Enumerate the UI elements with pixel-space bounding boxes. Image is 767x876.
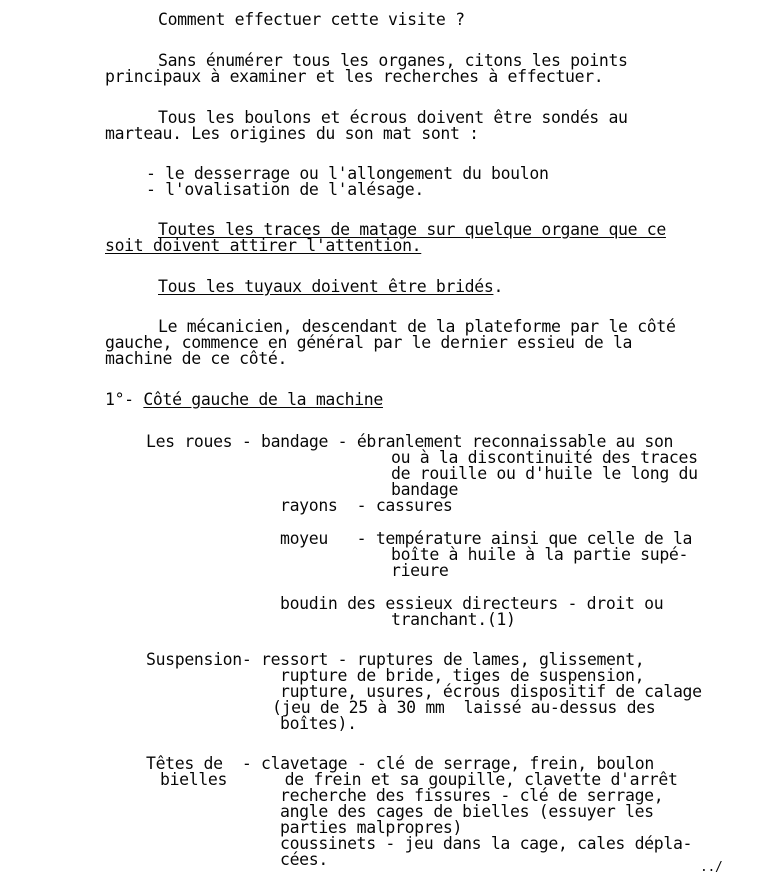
line-text: machine de ce côté. [105,349,288,368]
underlined-text: Tous les tuyaux doivent être bridés [158,277,494,296]
line-text: de rouille ou d'huile le long du [391,464,698,483]
line-text: parties malpropres) [280,818,463,837]
line-text: moyeu - température ainsi que celle de la [280,529,693,548]
text-line [105,392,383,408]
underlined-text: Toutes les traces de matage sur quelque organe que ce [158,220,666,239]
underlined-text: soit doivent attirer l'attention. [105,236,422,255]
line-text: bandage [391,480,459,499]
line-text: rayons - cassures [280,496,453,515]
line-text: boîte à huile à la partie supé- [391,545,689,564]
line-text: - l'ovalisation de l'alésage. [146,180,424,199]
line-text: rieure [391,561,449,580]
line-text: rupture, usures, écrous dispositif de calage [280,682,702,701]
line-text: coussinets - jeu dans la cage, cales dépla- [280,834,693,853]
text-line [280,852,328,868]
line-text: Le mécanicien, descendant de la plateforme par le côté [158,317,676,336]
line-text: boîtes). [280,714,357,733]
text-line [105,238,421,254]
line-text: (jeu de 25 à 30 mm laissé au-dessus des [272,698,656,717]
text-line [280,836,692,852]
section-number: 1°- [105,390,144,409]
line-text: tranchant.(1) [391,610,516,629]
line-text: angle des cages de bielles (essuyer les [280,802,654,821]
underlined-text: Côté gauche de la machine [143,390,383,409]
text-line [105,69,603,85]
text-line [146,182,424,198]
line-text: ou à la discontinuité des traces [391,448,698,467]
text-line [158,12,465,28]
line-text: Sans énumérer tous les organes, citons les points [158,51,628,70]
line-text: recherche des fissures - clé de serrage, [280,786,664,805]
line-text: cées. [280,850,328,869]
line-text: boudin des essieux directeurs - droit ou [280,594,664,613]
text-line [391,563,449,579]
text-line [391,612,516,628]
text-line [105,126,479,142]
continuation-mark: ../ [700,860,723,875]
line-text: bielles de frein et sa goupille, clavette d'arrêt [160,770,678,789]
line-text: Tous les boulons et écrous doivent être sondés au [158,108,628,127]
line-text: Suspension- ressort - ruptures de lames, glissement, [146,650,645,669]
text-line [280,716,357,732]
text-line [105,351,287,367]
text-line [280,498,453,514]
line-text: - le desserrage ou l'allongement du boulon [146,164,549,183]
line-text: principaux à examiner et les recherches à effectuer. [105,67,604,86]
line-text: gauche, commence en général par le dernier essieu de la [105,333,633,352]
text-line: Tous les tuyaux doivent être bridés. [158,277,504,296]
line-text: Comment effectuer cette visite ? [158,10,465,29]
line-text: Têtes de - clavetage - clé de serrage, frein, boulon [146,754,654,773]
line-text: marteau. Les origines du son mat sont : [105,124,479,143]
line-text: Les roues - bandage - ébranlement reconnaissable au son [146,432,674,451]
line-text: rupture de bride, tiges de suspension, [280,666,645,685]
